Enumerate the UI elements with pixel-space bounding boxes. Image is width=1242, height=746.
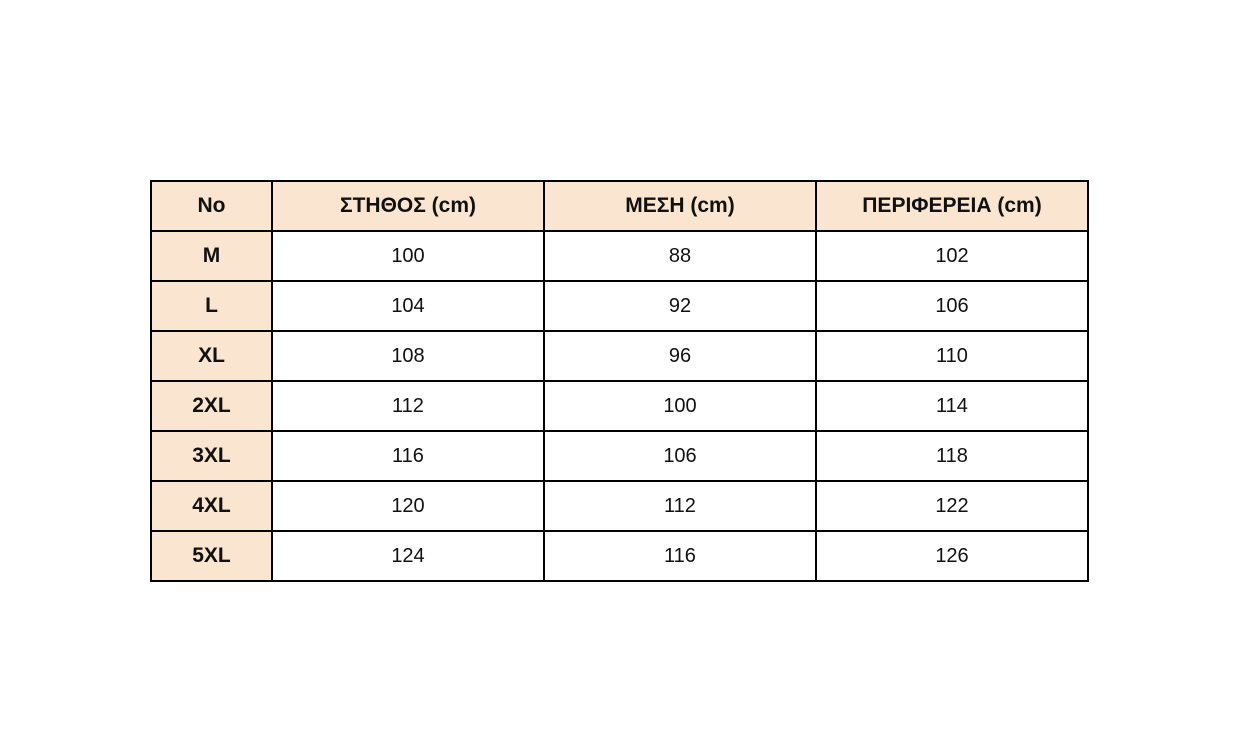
chest-cell: 100	[272, 231, 544, 281]
table-row	[151, 431, 1088, 481]
hips-cell: 102	[816, 231, 1088, 281]
header-row	[151, 181, 1088, 231]
table-row	[151, 281, 1088, 331]
header-cell-chest: ΣΤΗΘΟΣ (cm)	[272, 181, 544, 231]
hips-cell: 106	[816, 281, 1088, 331]
chest-cell: 120	[272, 481, 544, 531]
waist-cell: 112	[544, 481, 816, 531]
header-cell-hips: ΠΕΡΙΦΕΡΕΙΑ (cm)	[816, 181, 1088, 231]
header-cell-waist: ΜΕΣΗ (cm)	[544, 181, 816, 231]
chest-cell: 112	[272, 381, 544, 431]
waist-cell: 116	[544, 531, 816, 581]
size-cell: 5XL	[151, 531, 272, 581]
table-row	[151, 531, 1088, 581]
size-cell: L	[151, 281, 272, 331]
table-row	[151, 231, 1088, 281]
hips-cell: 118	[816, 431, 1088, 481]
table-row	[151, 481, 1088, 531]
hips-cell: 114	[816, 381, 1088, 431]
chest-cell: 108	[272, 331, 544, 381]
header-cell-no: No	[151, 181, 272, 231]
size-cell: 4XL	[151, 481, 272, 531]
waist-cell: 88	[544, 231, 816, 281]
table-row	[151, 381, 1088, 431]
waist-cell: 106	[544, 431, 816, 481]
chest-cell: 124	[272, 531, 544, 581]
size-cell: M	[151, 231, 272, 281]
table-row	[151, 331, 1088, 381]
size-cell: XL	[151, 331, 272, 381]
hips-cell: 110	[816, 331, 1088, 381]
waist-cell: 96	[544, 331, 816, 381]
chest-cell: 104	[272, 281, 544, 331]
size-chart-container	[150, 180, 1089, 582]
hips-cell: 122	[816, 481, 1088, 531]
size-cell: 2XL	[151, 381, 272, 431]
waist-cell: 100	[544, 381, 816, 431]
chest-cell: 116	[272, 431, 544, 481]
size-cell: 3XL	[151, 431, 272, 481]
waist-cell: 92	[544, 281, 816, 331]
hips-cell: 126	[816, 531, 1088, 581]
size-chart-table	[150, 180, 1089, 582]
